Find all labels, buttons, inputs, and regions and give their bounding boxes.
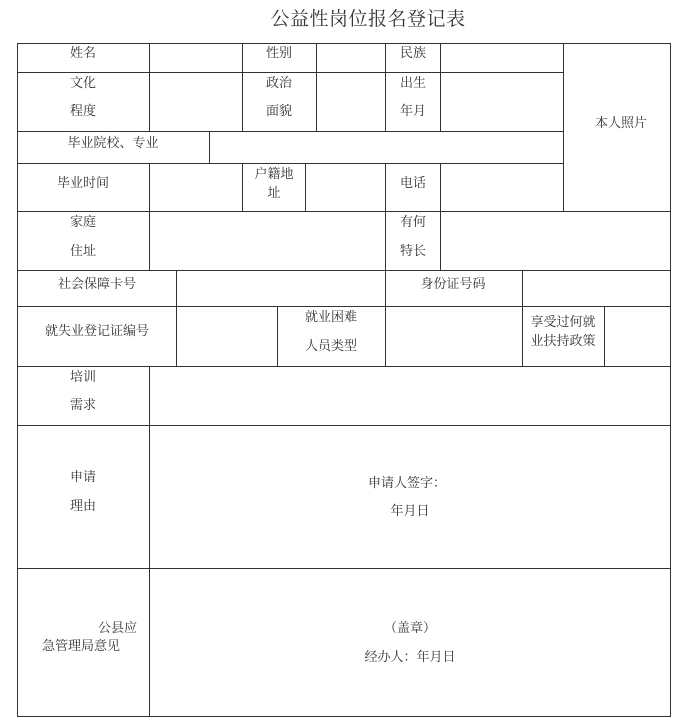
row-line-1 [17,72,563,73]
col-line-r6b [385,270,386,307]
col-line-school [209,131,210,164]
applicant-date-label: 年月日 [390,504,430,519]
col-line-b [242,43,243,132]
col-line-c [316,43,317,132]
row-line-6 [17,306,671,307]
col-line-r7d [522,306,523,367]
col-line-r4e [440,163,441,212]
label-skill-1: 有何 [399,215,427,230]
col-line-r7a [176,306,177,367]
photo-column-line [563,43,564,212]
label-skill-2: 特长 [399,244,427,259]
label-ethnicity: 民族 [399,46,427,61]
col-line-r5b [385,211,386,271]
label-education-1: 文化 [69,76,97,91]
border-top [17,43,671,44]
label-difficulty-2: 人员类型 [304,339,358,354]
label-birth-2: 年月 [399,104,427,119]
row-line-2 [17,131,563,132]
label-school-major: 毕业院校、专业 [67,136,159,151]
col-line-r6a [176,270,177,307]
label-birth-1: 出生 [399,76,427,91]
label-political-2: 面貌 [265,104,293,119]
col-line-r7e [604,306,605,367]
label-policy-2: 业扶持政策 [530,334,596,349]
col-line-r7c [385,306,386,367]
label-political-1: 政治 [265,76,293,91]
col-line-r4b [242,163,243,212]
row-line-8 [17,425,671,426]
applicant-signature-label: 申请人签字： [367,476,447,491]
label-home-1: 家庭 [69,215,97,230]
label-training-2: 需求 [69,398,97,413]
col-line-r4a [149,163,150,212]
form-title: 公益性岗位报名登记表 [270,8,466,30]
label-difficulty-1: 就业困难 [304,310,358,325]
border-bottom [17,716,671,717]
label-opinion-1: 公县应 [98,621,138,636]
col-line-d [385,43,386,132]
row-line-3 [17,163,563,164]
label-phone: 电话 [399,176,427,191]
label-household-1: 户籍地 [254,167,294,182]
label-opinion-2: 急管理局意见 [42,639,121,654]
col-line-a [149,43,150,132]
row-line-4 [17,211,671,212]
label-grad-time: 毕业时间 [56,176,110,191]
label-education-2: 程度 [69,104,97,119]
label-gender: 性别 [265,46,293,61]
label-training-1: 培训 [69,370,97,385]
col-line-r4c [305,163,306,212]
col-line-e [440,43,441,132]
col-line-r5c [440,211,441,271]
label-home-2: 住址 [69,244,97,259]
col-line-r6c [522,270,523,307]
row-line-5 [17,270,671,271]
row-line-9 [17,568,671,569]
border-left [17,43,18,717]
col-line-r4d [385,163,386,212]
label-reason-2: 理由 [69,499,97,514]
row-line-7 [17,366,671,367]
col-line-r5a [149,211,150,271]
col-line-lower [149,366,150,717]
label-id-number: 身份证号码 [420,277,486,292]
label-name: 姓名 [69,46,97,61]
label-household-2: 址 [267,186,281,201]
label-employment-reg: 就失业登记证编号 [44,324,150,339]
handler-date-label: 经办人：年月日 [364,650,456,665]
label-social-card: 社会保障卡号 [57,277,137,292]
label-reason-1: 申请 [69,470,97,485]
label-photo: 本人照片 [594,116,648,131]
label-policy-1: 享受过何就 [530,315,596,330]
seal-label: （盖章） [383,621,437,636]
col-line-r7b [277,306,278,367]
border-right [670,43,671,717]
